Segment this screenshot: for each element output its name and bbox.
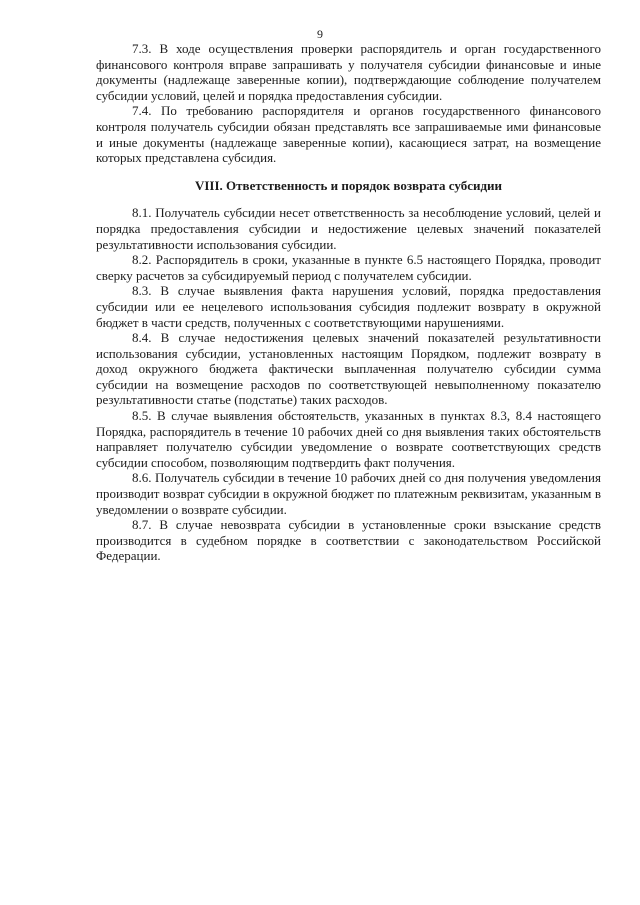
paragraph-8-4: 8.4. В случае недостижения целевых значений показателей результативности использования субсидии, установленных настоящим Порядком, подлежит возврату в доход окружного бюджета фактически выплаченная получателю субсидии сумма субсидии на возмещение расходов по соответствующей невыполненному показателю результативности статье (подстатье) таких расходов. — [96, 330, 601, 408]
page-number: 9 — [317, 27, 323, 41]
paragraph-8-2: 8.2. Распорядитель в сроки, указанные в пункте 6.5 настоящего Порядка, проводит сверку расчетов за субсидируемый период с получателем субсидии. — [96, 252, 601, 283]
paragraph-7-3: 7.3. В ходе осуществления проверки распорядитель и орган государственного финансового контроля вправе запрашивать у получателя субсидии финансовые и иные документы (надлежаще заверенные копии), подтверждающие соблюдение получателем субсидии условий, целей и порядка предоставления субсидии. — [96, 41, 601, 103]
paragraph-8-3: 8.3. В случае выявления факта нарушения условий, порядка предоставления субсидии или ее нецелевого использования субсидия подлежит возврату в окружной бюджет в части средств, полученных с соответствующими нарушениями. — [96, 283, 601, 330]
paragraph-8-5: 8.5. В случае выявления обстоятельств, указанных в пунктах 8.3, 8.4 настоящего Порядка, распорядитель в течение 10 рабочих дней со дня выявления таких обстоятельств направляет получателю субсидии уведомление о возврате соответствующих средств субсидии способом, позволяющим подтвердить факт получения. — [96, 408, 601, 470]
paragraph-8-6: 8.6. Получатель субсидии в течение 10 рабочих дней со дня получения уведомления производит возврат субсидии в окружной бюджет по платежным реквизитам, указанным в уведомлении о возврате субсидии. — [96, 470, 601, 517]
section-title: VIII. Ответственность и порядок возврата субсидии — [194, 177, 503, 193]
paragraph-8-7: 8.7. В случае невозврата субсидии в установленные сроки взыскание средств производится в судебном порядке в соответствии с законодательством Российской Федерации. — [96, 517, 601, 564]
paragraph-8-1: 8.1. Получатель субсидии несет ответственность за несоблюдение условий, целей и порядка предоставления субсидии и недостижение целевых значений показателей результативности использования субсидии. — [96, 205, 601, 252]
document-body — [96, 41, 601, 564]
paragraph-7-4: 7.4. По требованию распорядителя и органов государственного финансового контроля получатель субсидии обязан представлять все запрашиваемые ими финансовые и иные документы (надлежаще заверенные копии), касающиеся затрат, на возмещение которых представлена субсидия. — [96, 103, 601, 166]
